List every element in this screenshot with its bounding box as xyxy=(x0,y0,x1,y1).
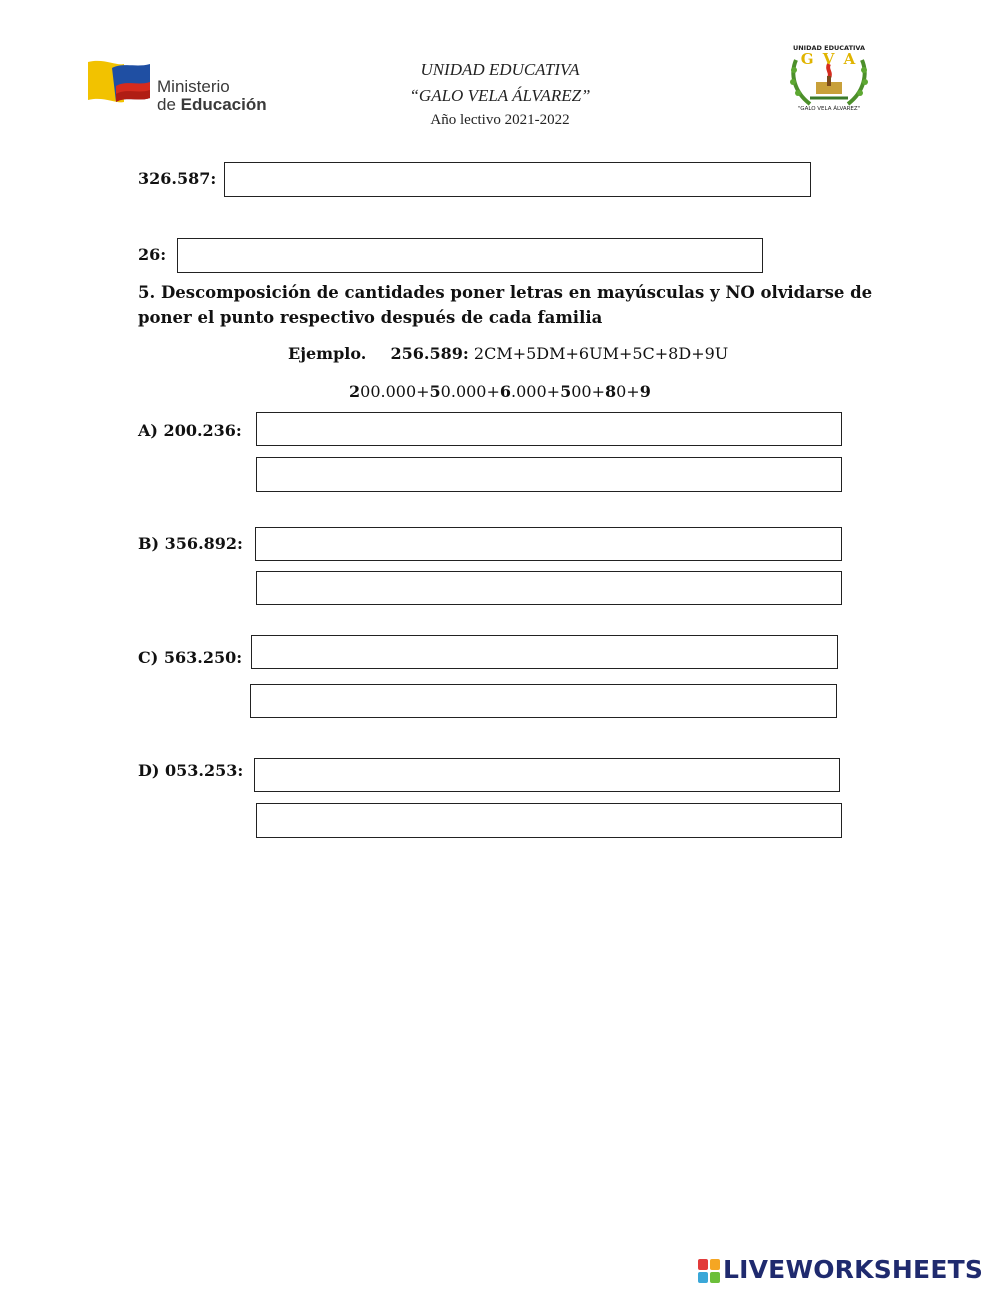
numbers-answer-input[interactable] xyxy=(250,684,837,718)
expanded-digit: 5 xyxy=(429,382,441,401)
expanded-rest: .000+ xyxy=(511,382,561,401)
ministry-line2-bold: Educación xyxy=(180,95,267,114)
crest-bottom-text: "GALO VELA ÁLVAREZ" xyxy=(797,106,861,112)
school-name: “GALO VELA ÁLVAREZ” xyxy=(409,86,591,105)
expanded-rest: 0+ xyxy=(616,382,640,401)
answer-input[interactable] xyxy=(224,162,811,197)
letters-answer-input[interactable] xyxy=(256,412,842,446)
section-instruction xyxy=(138,280,878,330)
instruction-line1: 5. Descomposición de cantidades poner letras en mayúsculas y NO olvidarse de xyxy=(138,283,873,302)
expanded-digit: 6 xyxy=(499,382,512,401)
expanded-rest: 0.000+ xyxy=(440,382,500,401)
letters-answer-input[interactable] xyxy=(255,527,842,561)
item-label: B) 356.892: xyxy=(138,534,243,553)
example-label: Ejemplo. xyxy=(288,344,367,363)
expanded-digit: 8 xyxy=(604,382,617,401)
item-label: 26: xyxy=(138,245,167,264)
ministry-line2-prefix: de xyxy=(157,95,181,114)
item-label: A) 200.236: xyxy=(138,421,242,440)
example-row xyxy=(288,344,728,363)
item-label: D) 053.253: xyxy=(138,761,244,780)
crest-letters: G V A xyxy=(800,50,858,68)
expanded-digit: 2 xyxy=(349,382,361,401)
expanded-digit: 5 xyxy=(560,382,572,401)
example-expanded xyxy=(349,382,651,401)
instruction-line2: poner el punto respectivo después de cada familia xyxy=(138,308,603,327)
ministry-line1: Ministerio xyxy=(157,77,230,96)
brand-name: LIVEWORKSHEETS xyxy=(723,1255,984,1284)
numbers-answer-input[interactable] xyxy=(256,457,842,492)
school-title: UNIDAD EDUCATIVA xyxy=(420,60,580,79)
item-label: C) 563.250: xyxy=(138,648,243,667)
liveworksheets-logo xyxy=(698,1257,994,1285)
numbers-answer-input[interactable] xyxy=(256,571,842,605)
answer-input[interactable] xyxy=(177,238,763,273)
expanded-digit: 9 xyxy=(639,382,651,401)
expanded-rest: 00.000+ xyxy=(360,382,430,401)
expanded-rest: 00+ xyxy=(571,382,605,401)
numbers-answer-input[interactable] xyxy=(256,803,842,838)
item-label: 326.587: xyxy=(138,169,217,188)
letters-answer-input[interactable] xyxy=(254,758,840,792)
live-blocks-icon xyxy=(698,1259,720,1283)
example-number: 256.589: xyxy=(390,344,469,363)
school-crest-logo xyxy=(786,44,872,116)
school-year: Año lectivo 2021-2022 xyxy=(430,112,570,128)
example-decomposition: 2CM+5DM+6UM+5C+8D+9U xyxy=(473,344,729,363)
crest-top-text: UNIDAD EDUCATIVA xyxy=(792,44,866,52)
letters-answer-input[interactable] xyxy=(251,635,838,669)
